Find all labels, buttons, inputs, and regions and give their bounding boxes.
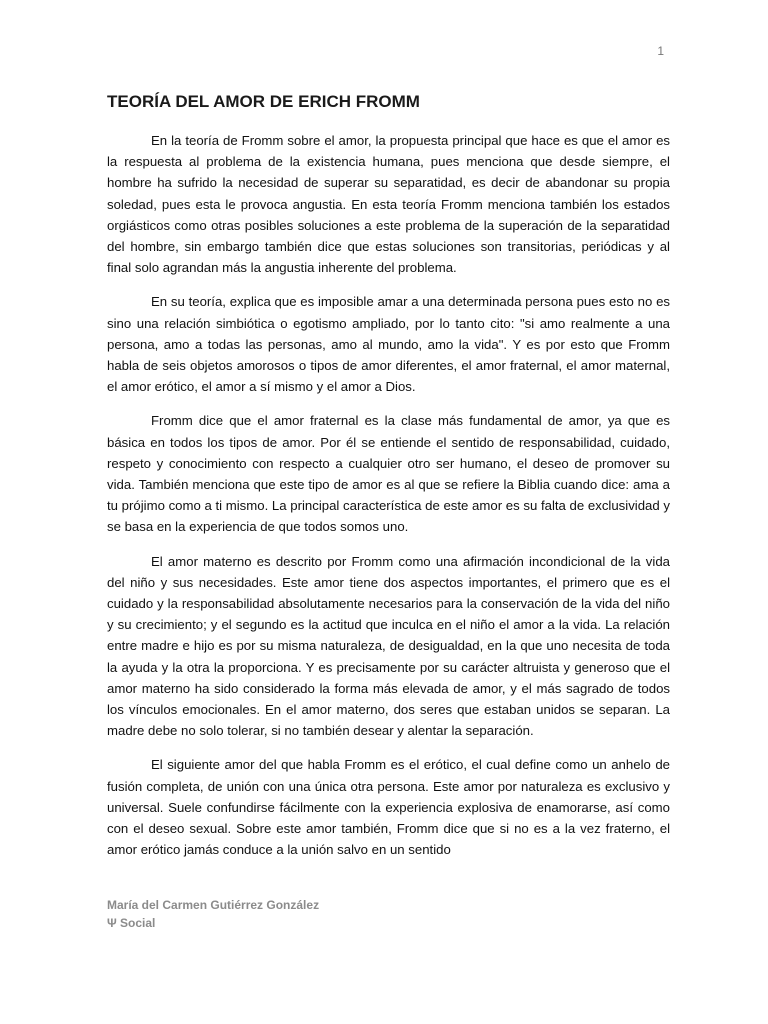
footer-author: María del Carmen Gutiérrez González [107, 898, 320, 912]
paragraph: Fromm dice que el amor fraternal es la clase más fundamental de amor, ya que es básica en todos los tipos de amor. Por él se entiende el sentido de responsabilidad, cuidado, respeto y conocimiento con respecto a cualquier otro ser humano, el deseo de promover su vida. También menciona que este tipo de amor es al que se refiere la Biblia cuando dice: ama a tu prójimo como a ti mismo. La principal característica de este amor es su falta de exclusividad y se basa en la experiencia de que todos somos uno. [107, 413, 670, 535]
document-title: TEORÍA DEL AMOR DE ERICH FROMM [107, 92, 420, 111]
footer-subject: Ψ Social [107, 916, 156, 930]
paragraph: En su teoría, explica que es imposible amar a una determinada persona pues esto no es sino una relación simbiótica o egotismo ampliado, por lo tanto cito: "si amo realmente a una persona, amo a todas las personas, amo al mundo, amo la vida". Y es por esto que Fromm habla de seis objetos amorosos o tipos de amor diferentes, el amor fraternal, el amor maternal, el amor erótico, el amor a sí mismo y el amor a Dios. [107, 294, 670, 395]
page-number: 1 [657, 44, 664, 58]
paragraph: En la teoría de Fromm sobre el amor, la propuesta principal que hace es que el amor es la respuesta al problema de la existencia humana, pues menciona que desde siempre, el hombre ha sufrido la necesidad de superar su separatidad, es decir de abandonar su propia soledad, pues esta le provoca angustia. En esta teoría Fromm menciona también los estados orgiásticos como otras posibles soluciones a este problema de la superación de la separatidad del hombre, sin embargo también dice que estas soluciones son transitorias, periódicas y al final solo agrandan más la angustia inherente del problema. [107, 133, 670, 276]
page-footer [107, 896, 319, 932]
paragraph: El siguiente amor del que habla Fromm es el erótico, el cual define como un anhelo de fusión completa, de unión con una única otra persona. Este amor por naturaleza es exclusivo y universal. Suele confundirse fácilmente con la experiencia explosiva de enamorarse, así como con el deseo sexual. Sobre este amor también, Fromm dice que si no es a la vez fraterno, el amor erótico jamás conduce a la unión salvo en un sentido [107, 757, 670, 858]
paragraph: El amor materno es descrito por Fromm como una afirmación incondicional de la vida del niño y sus necesidades. Este amor tiene dos aspectos importantes, el primero que es el cuidado y la responsabilidad absolutamente necesarios para la conservación de la vida del niño y su crecimiento; y el segundo es la actitud que inculca en el niño el amor a la vida. La relación entre madre e hijo es por su misma naturaleza, de desigualdad, en la que uno necesita de toda la ayuda y la otra la proporciona. Y es precisamente por su carácter altruista y generoso que el amor materno ha sido considerado la forma más elevada de amor, y el más sagrado de todos los vínculos emocionales. En el amor materno, dos seres que estaban unidos se separan. La madre debe no solo tolerar, si no también desear y alentar la separación. [107, 553, 670, 739]
document-body [107, 130, 670, 874]
